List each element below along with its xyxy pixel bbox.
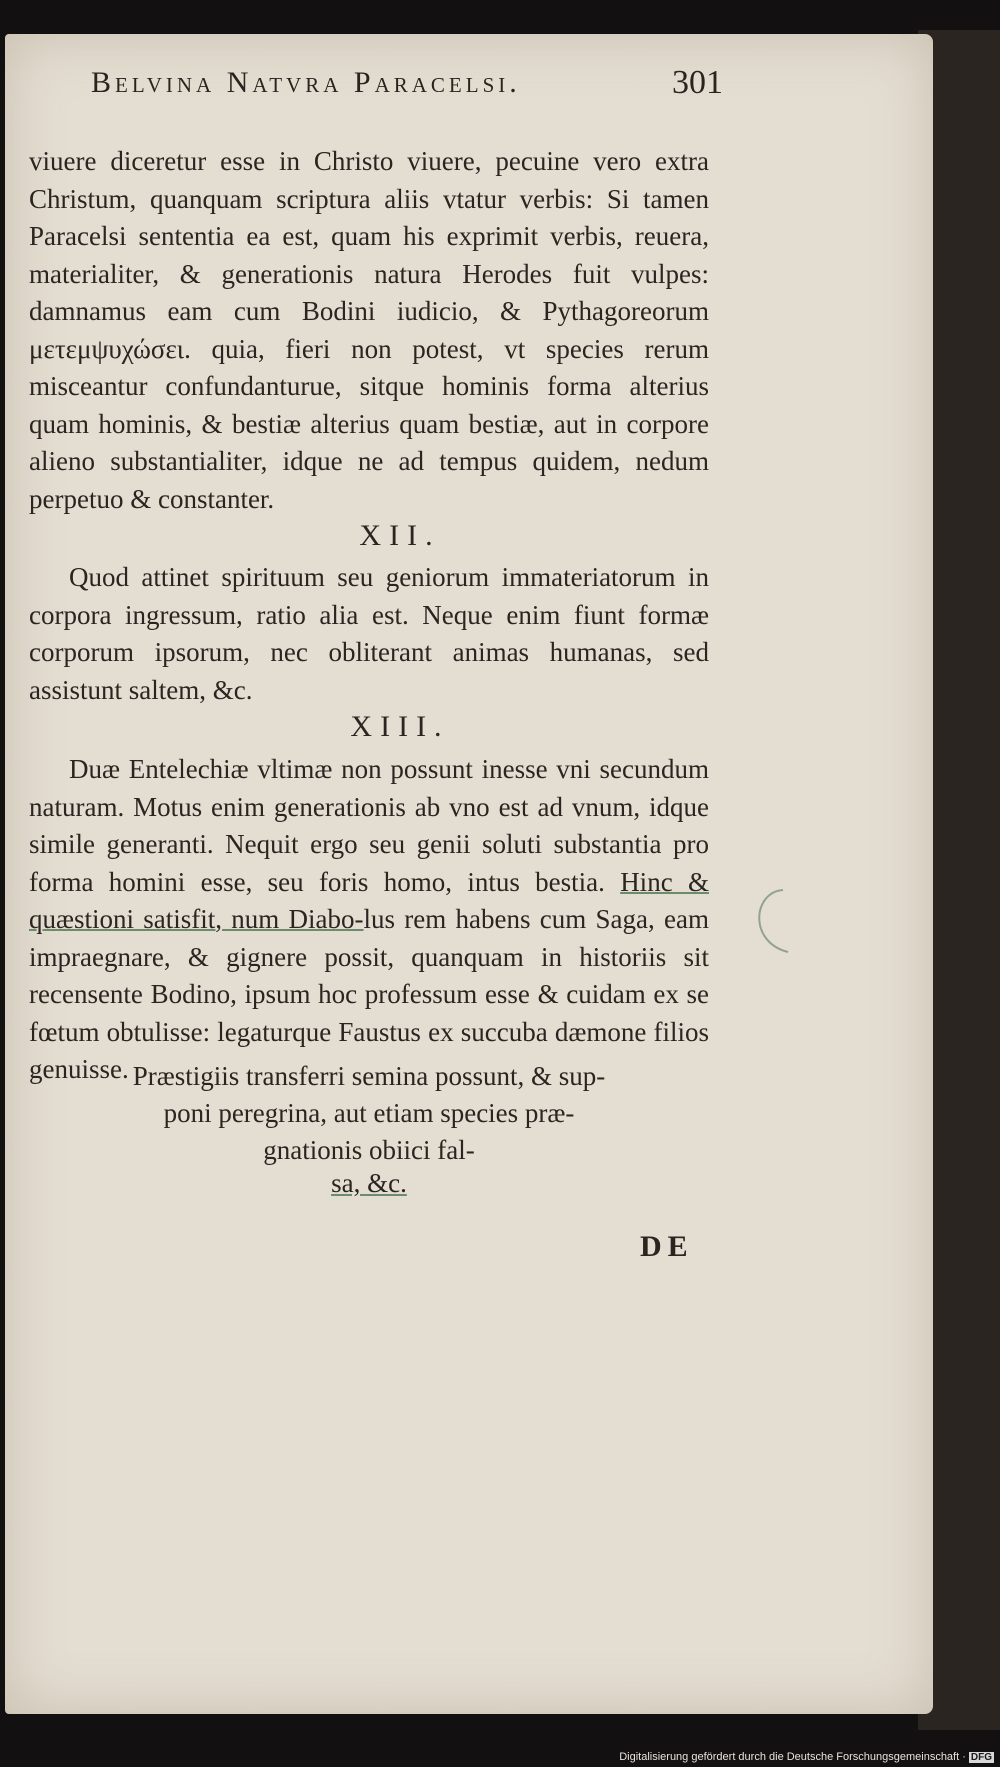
tail-line-1: Præstigiis transferri semina possunt, & sup-	[132, 1061, 606, 1091]
credit-text: Digitalisierung gefördert durch die Deutsche Forschungsgemeinschaft ·	[619, 1751, 966, 1763]
section-heading-xiii: XIII.	[350, 710, 450, 743]
catchword: DE	[640, 1230, 694, 1263]
dfg-logo: DFG	[970, 1752, 992, 1763]
digitization-credit	[619, 1751, 994, 1763]
paragraph-1: viuere diceretur esse in Christo viuere, pecuine vero extra Christum, quanquam scriptura aliis vtatur verbis: Si tamen Paracelsi sententia ea est, quam his exprimit verbis, reuera, materialiter, & generationis natura Herodes fuit vulpes: damnamus eam cum Bodini iudicio, & Pythagoreorum μετεμψυχώσει. quia, fieri non potest, vt species rerum misceantur confundanturue, sitque hominis forma alterius quam hominis, & bestiæ alterius quam bestiæ, aut in corpore alieno substantialiter, idque ne ad tempus quidem, nedum perpetuo & constanter.	[29, 146, 709, 514]
running-title: Belvina Natvra Paracelsi.	[91, 66, 521, 99]
paragraph-3	[29, 751, 709, 1089]
section-heading-xii: XII.	[359, 519, 441, 552]
paragraph-2: Quod attinet spirituum seu geniorum immateriatorum in corpora ingressum, ratio alia est. Neque enim fiunt formæ corporum ipsorum, nec obliterant animas humanas, sed assistunt saltem, &c.	[29, 562, 709, 705]
tail-line-3: gnationis obiici fal-	[263, 1135, 475, 1165]
paragraph-3-part-a: Duæ Entelechiæ vltimæ non possunt inesse vni secundum naturam. Motus enim generationis ab vno est ad vnum, idque simile generanti. Nequit ergo seu genii soluti substantia pro forma homini esse, seu foris homo, intus bestia.	[29, 754, 709, 897]
page-number: 301	[672, 64, 723, 101]
pencil-bracket-mark	[743, 882, 803, 962]
tail-line-4: sa, &c.	[331, 1168, 407, 1198]
paragraph-3-part-b: lus rem habens cum Saga, eam impraegnare, & gignere possit, quanquam in historiis sit recensente Bodino, ipsum hoc professum esse & cuidam ex se fœtum obtulisse: legaturque Faustus ex succuba dæmone filios genuisse.	[29, 904, 709, 1084]
underlined-passage: Hinc & quæstioni satisfit, num Diabo-	[29, 866, 709, 934]
tail-line-2: poni peregrina, aut etiam species præ-	[163, 1098, 575, 1128]
